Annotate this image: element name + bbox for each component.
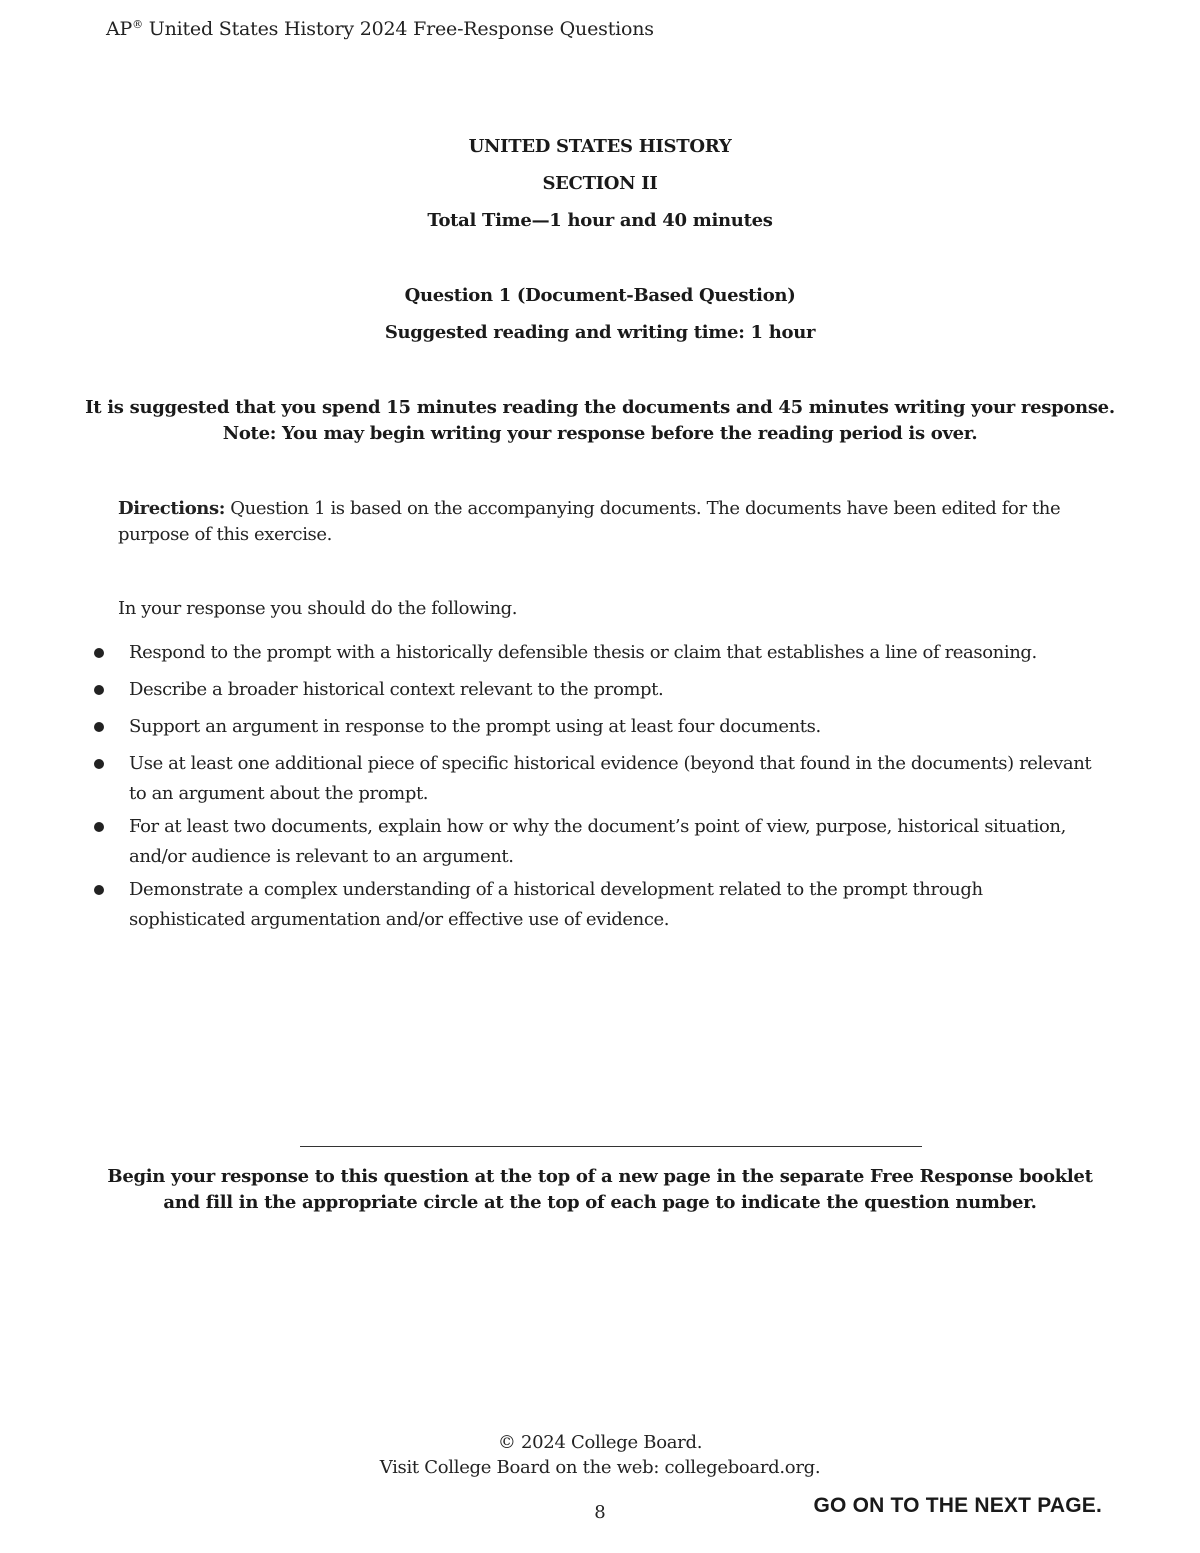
directions-text: Question 1 is based on the accompanying documents. The documents have been edited for the purpose of this exercise. xyxy=(118,498,1061,545)
copyright-notice: © 2024 College Board. xyxy=(497,1432,703,1453)
bullet-icon xyxy=(94,759,104,769)
response-note-line-1: Begin your response to this question at the top of a new page in the separate Free Response booklet xyxy=(107,1166,1093,1187)
suggestion-line-1: It is suggested that you spend 15 minutes reading the documents and 45 minutes writing your response. xyxy=(85,397,1115,418)
list-item xyxy=(92,675,1102,705)
course-title: UNITED STATES HISTORY xyxy=(468,136,732,157)
list-item-text: Demonstrate a complex understanding of a historical development related to the prompt through sophisticated argumentation and/or effective use of evidence. xyxy=(129,879,983,930)
directions-label: Directions: xyxy=(118,498,225,519)
bullet-icon xyxy=(94,885,104,895)
instructions-intro: In your response you should do the following. xyxy=(118,598,518,619)
bullet-icon xyxy=(94,822,104,832)
list-item xyxy=(92,875,1102,935)
list-item xyxy=(92,749,1102,809)
list-item-text: Respond to the prompt with a historically defensible thesis or claim that establishes a line of reasoning. xyxy=(129,642,1037,663)
running-header xyxy=(106,18,654,40)
list-item xyxy=(92,812,1102,872)
bullet-icon xyxy=(94,648,104,658)
website-notice: Visit College Board on the web: collegeboard.org. xyxy=(379,1457,821,1478)
registered-mark: ® xyxy=(132,18,143,31)
header-title: United States History 2024 Free-Response Questions xyxy=(142,18,654,40)
response-note-line-2: and fill in the appropriate circle at the top of each page to indicate the question number. xyxy=(163,1192,1037,1213)
suggested-time: Suggested reading and writing time: 1 hour xyxy=(384,322,816,343)
list-item xyxy=(92,638,1102,668)
directions-paragraph xyxy=(118,496,1088,548)
list-item-text: For at least two documents, explain how or why the document’s point of view, purpose, historical situation, and/or audience is relevant to an argument. xyxy=(129,816,1066,867)
section-label: SECTION II xyxy=(542,173,658,194)
bullet-icon xyxy=(94,722,104,732)
suggestion-line-2: Note: You may begin writing your response before the reading period is over. xyxy=(222,423,978,444)
total-time: Total Time—1 hour and 40 minutes xyxy=(427,210,773,231)
list-item-text: Use at least one additional piece of specific historical evidence (beyond that found in the documents) relevant to an argument about the prompt. xyxy=(129,753,1092,804)
next-page-notice: GO ON TO THE NEXT PAGE. xyxy=(813,1494,1102,1517)
list-item xyxy=(92,712,1102,742)
question-title: Question 1 (Document-Based Question) xyxy=(404,285,796,306)
list-item-text: Describe a broader historical context relevant to the prompt. xyxy=(129,679,664,700)
section-divider xyxy=(300,1146,922,1147)
list-item-text: Support an argument in response to the prompt using at least four documents. xyxy=(129,716,821,737)
bullet-icon xyxy=(94,685,104,695)
page-number: 8 xyxy=(594,1502,606,1523)
header-prefix: AP xyxy=(106,18,133,40)
